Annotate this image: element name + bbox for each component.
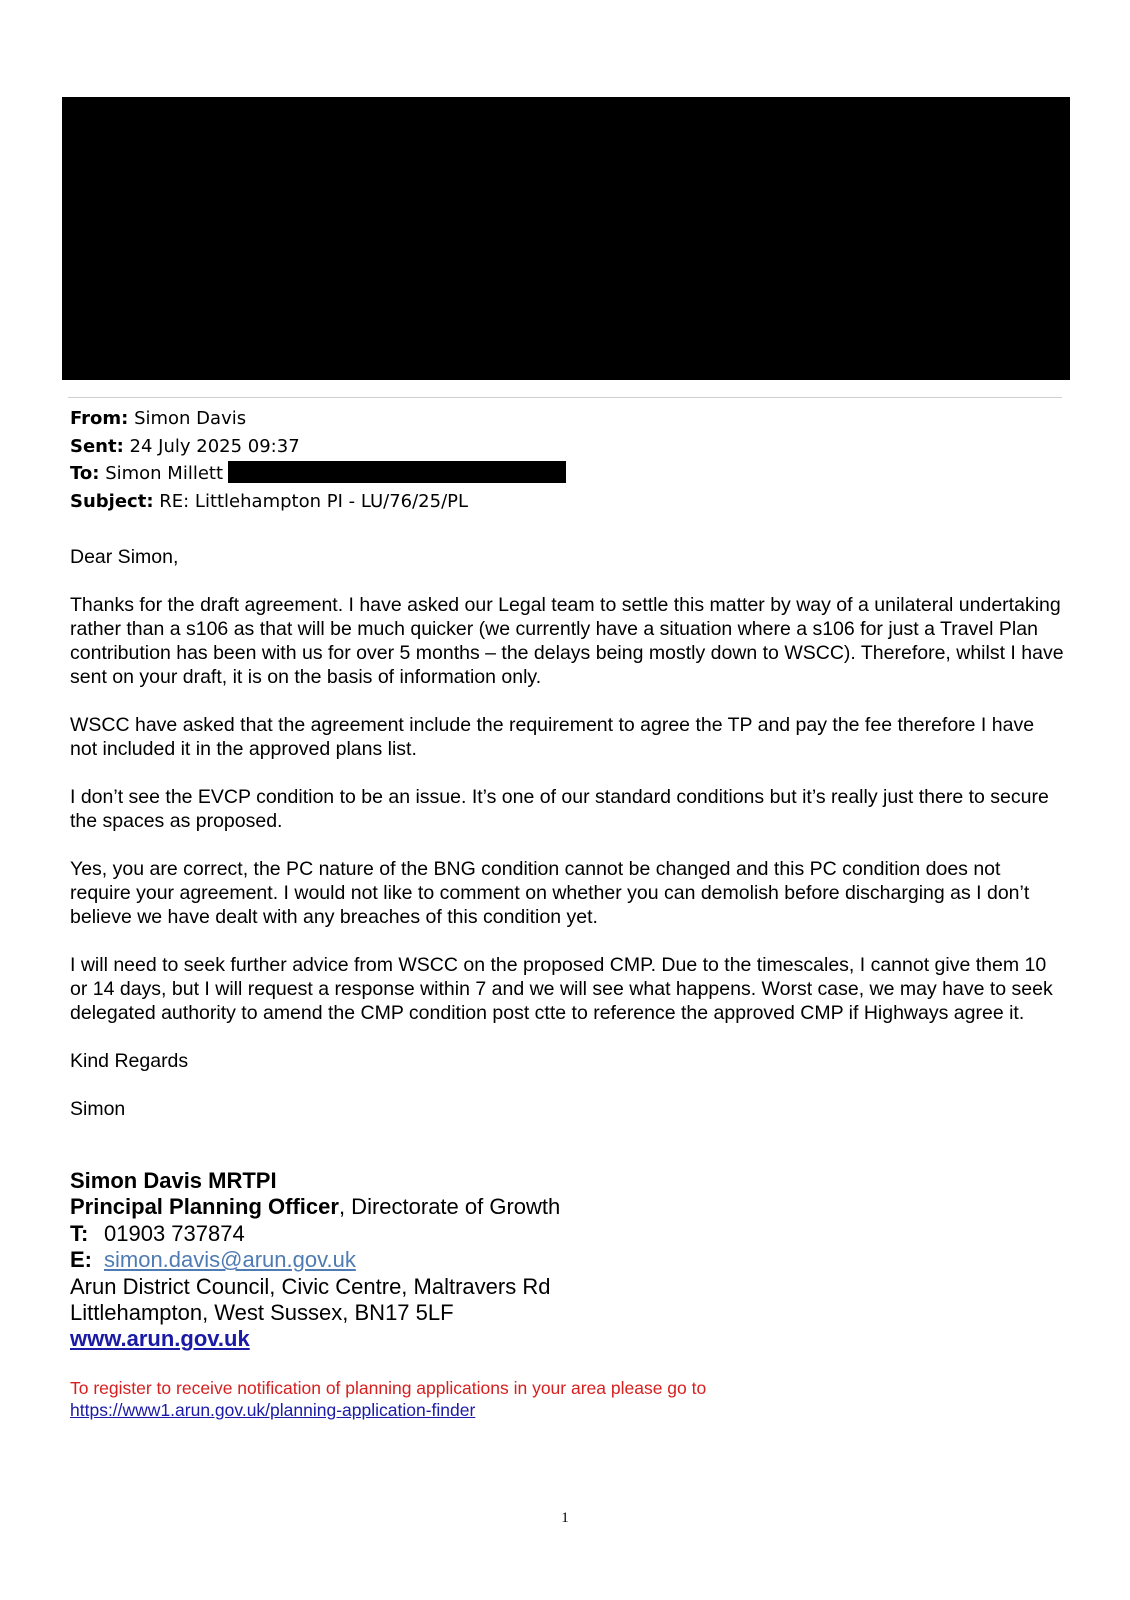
phone-label: T: [70,1220,89,1246]
signature-title-line [70,1194,970,1220]
email-link[interactable]: simon.davis@arun.gov.uk [104,1247,356,1273]
greeting: Dear Simon, [70,546,179,568]
to-line [70,460,1060,488]
phone-number: 01903 737874 [104,1220,245,1246]
email-signature [70,1168,970,1353]
to-value: Simon Millett [105,463,224,484]
body-paragraph: I don’t see the EVCP condition to be an issue. It’s one of our standard conditions but it’s really just there to secure the spaces as proposed. [70,786,1049,832]
from-value: Simon Davis [134,408,247,429]
sent-value: 24 July 2025 09:37 [129,435,300,457]
signature-title: Principal Planning Officer [70,1194,339,1220]
subject-label: Subject: [70,490,154,512]
signature-name: Simon Davis MRTPI [70,1168,277,1193]
sent-label: Sent: [70,435,124,457]
from-label: From: [70,408,129,429]
body-paragraph: WSCC have asked that the agreement include the requirement to agree the TP and pay the fee therefore I have not included it in the approved plans list. [70,714,1035,760]
to-label: To: [70,463,100,484]
header-divider [68,397,1062,398]
address-line-2: Littlehampton, West Sussex, BN17 5LF [70,1300,454,1326]
signature-email-line [70,1247,970,1273]
subject-value: RE: Littlehampton PI - LU/76/25/PL [159,490,469,512]
planning-finder-link[interactable]: https://www1.arun.gov.uk/planning-application-finder [70,1399,476,1420]
email-label: E: [70,1247,92,1273]
redacted-email-address [228,461,566,483]
website-link[interactable]: www.arun.gov.uk [70,1326,250,1352]
body-paragraph: Yes, you are correct, the PC nature of the BNG condition cannot be changed and this PC condition does not require your agreement. I would not like to comment on whether you can demolish before discharging as I don’t believe we have dealt with any breaches of this condition yet. [70,858,1030,928]
body-paragraph: Thanks for the draft agreement. I have asked our Legal team to settle this matter by way of a unilateral undertaking rather than a s106 as that will be much quicker (we currently have a situation where a s106 for just a Travel Plan contribution has been with us for over 5 months – the delays being mostly down to WSCC). Therefore, whilst I have sent on your draft, it is on the basis of information only. [70,594,1064,688]
closing: Kind Regards [70,1050,189,1072]
from-line [70,405,1060,433]
email-header [70,405,1060,515]
subject-line [70,488,1060,516]
body-paragraph: I will need to seek further advice from WSCC on the proposed CMP. Due to the timescales, I cannot give them 10 or 14 days, but I will request a response within 7 and we will see what happens. Worst case, we may have to seek delegated authority to amend the CMP condition post ctte to reference the approved CMP if Highways agree it. [70,954,1053,1024]
planning-notice [70,1378,970,1421]
signature-department: , Directorate of Growth [338,1194,561,1220]
notice-text: To register to receive notification of planning applications in your area please go to [70,1378,707,1398]
redaction-block [62,97,1070,380]
signature-phone-line [70,1221,970,1247]
sign-off: Simon [70,1098,126,1120]
sent-line [70,433,1060,461]
page-number: 1 [561,1510,569,1526]
address-line-1: Arun District Council, Civic Centre, Maltravers Rd [70,1273,551,1299]
email-body [70,545,1065,1145]
